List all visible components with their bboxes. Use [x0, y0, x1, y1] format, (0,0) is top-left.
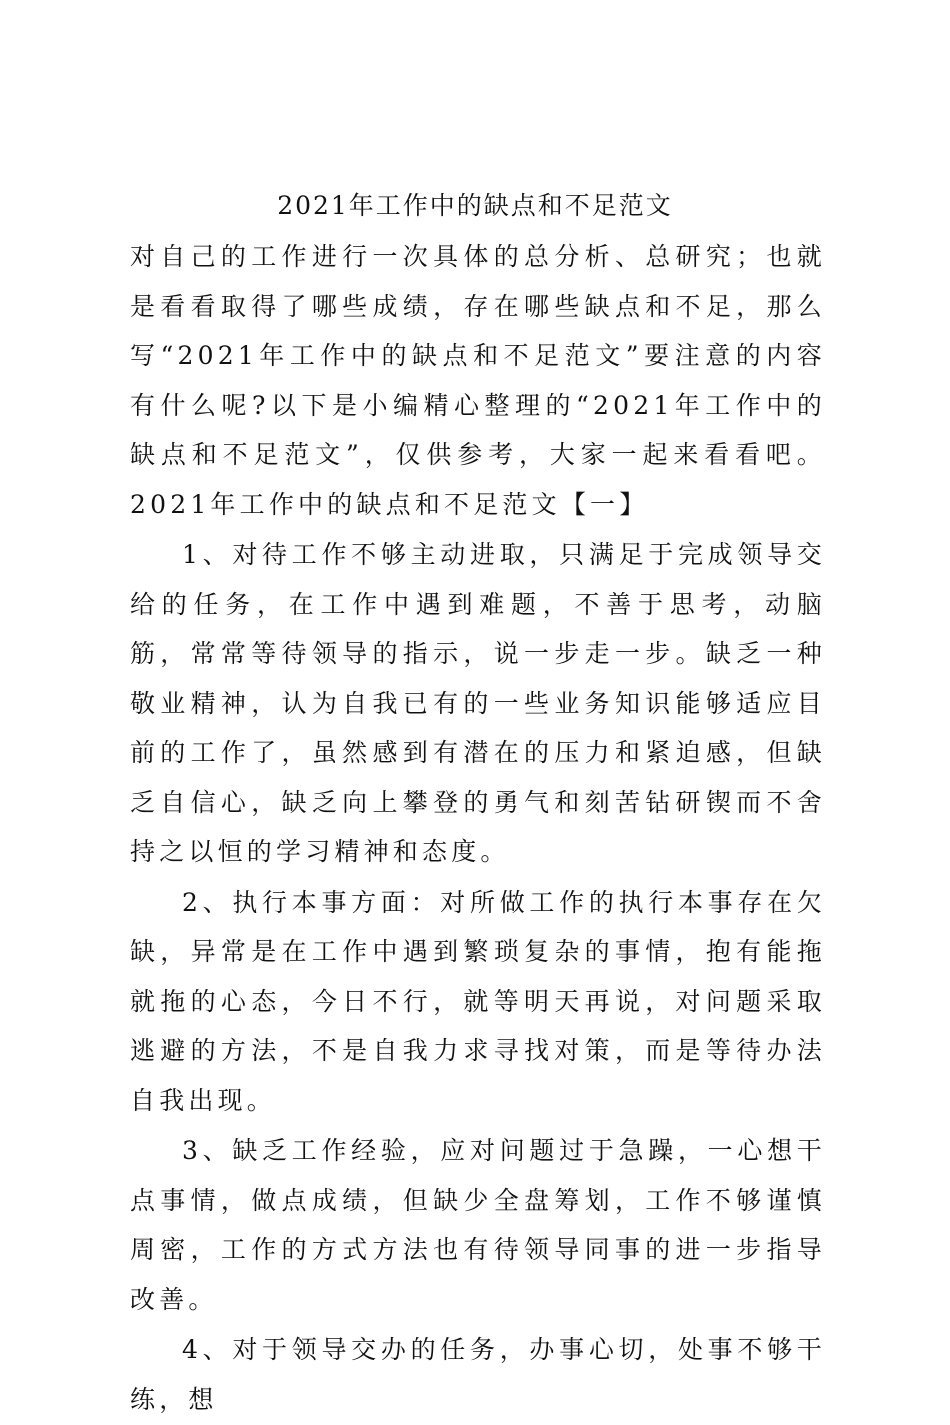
paragraph-3: 3、缺乏工作经验，应对问题过于急躁，一心想干点事情，做点成绩，但缺少全盘筹划，工作不够谨慎周密，工作的方式方法也有待领导同事的进一步指导改善。 [130, 1136, 826, 1314]
paragraph-2: 2、执行本事方面：对所做工作的执行本事存在欠缺，异常是在工作中遇到繁琐复杂的事情，抱有能拖就拖的心态，今日不行，就等明天再说，对问题采取逃避的方法，不是自我力求寻找对策，而是等待办法自我出现。 [130, 887, 826, 1115]
document-body [130, 232, 826, 1425]
paragraph-1: 1、对待工作不够主动进取，只满足于完成领导交给的任务，在工作中遇到难题，不善于思考，动脑筋，常常等待领导的指示，说一步走一步。缺乏一种敬业精神，认为自我已有的一些业务知识能够适应目前的工作了，虽然感到有潜在的压力和紧迫感，但缺乏自信心，缺乏向上攀登的勇气和刻苦钻研锲而不舍持之以恒的学习精神和态度。 [130, 540, 826, 866]
intro-paragraph [130, 232, 826, 529]
document-title: 2021年工作中的缺点和不足范文 [277, 191, 673, 220]
section-heading: 2021年工作中的缺点和不足范文【一】 [130, 489, 649, 519]
paragraph-4: 4、对于领导交办的任务，办事心切，处事不够干练，想 [130, 1335, 826, 1414]
intro-text: 对自己的工作进行一次具体的总分析、总研究；也就是看看取得了哪些成绩，存在哪些缺点和不足，那么写“2021年工作中的缺点和不足范文”要注意的内容有什么呢?以下是小编精心整理的“2021年工作中的缺点和不足范文”，仅供参考，大家一起来看看吧。 [130, 242, 826, 469]
